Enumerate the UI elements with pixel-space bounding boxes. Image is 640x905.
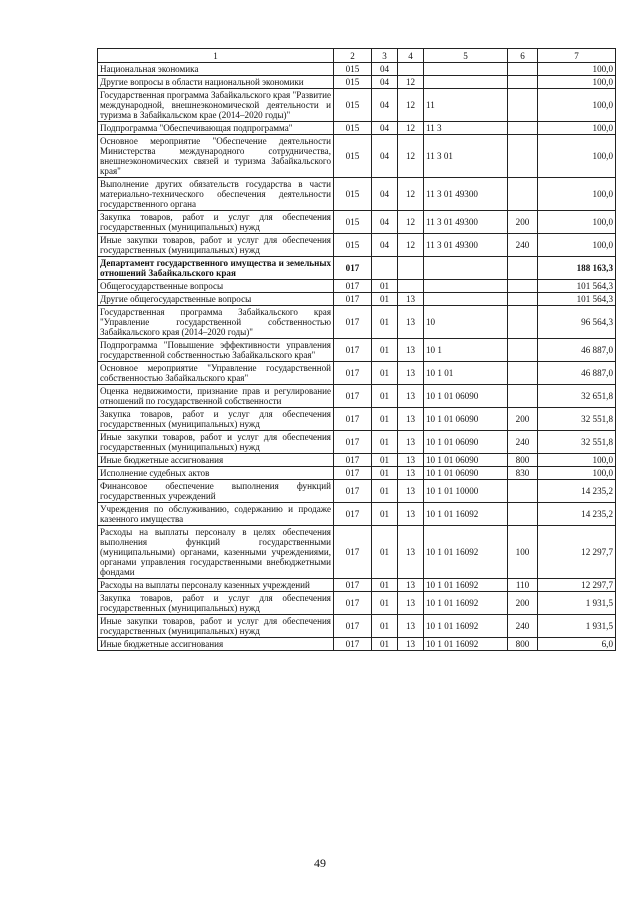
header-cell: 2 (334, 49, 372, 63)
section-code-cell: 01 (372, 280, 398, 293)
table-row (98, 122, 616, 135)
ministry-code-cell: 017 (334, 503, 372, 526)
amount-cell: 46 887,0 (538, 339, 616, 362)
row-name-cell: Иные закупки товаров, работ и услуг для обеспечения государственных (муниципальных) нужд (98, 431, 334, 454)
ministry-code-cell: 017 (334, 638, 372, 651)
subsection-code-cell: 12 (398, 89, 424, 122)
amount-cell: 100,0 (538, 178, 616, 211)
ministry-code-cell: 015 (334, 63, 372, 76)
target-article-cell: 10 1 01 06090 (424, 408, 508, 431)
row-name-cell: Иные закупки товаров, работ и услуг для обеспечения государственных (муниципальных) нужд (98, 234, 334, 257)
ministry-code-cell: 017 (334, 293, 372, 306)
target-article-cell: 10 1 01 06090 (424, 431, 508, 454)
target-article-cell: 10 1 01 16092 (424, 503, 508, 526)
ministry-code-cell: 015 (334, 178, 372, 211)
section-code-cell: 01 (372, 306, 398, 339)
ministry-code-cell: 015 (334, 76, 372, 89)
target-article-cell: 11 3 01 49300 (424, 234, 508, 257)
subsection-code-cell: 13 (398, 431, 424, 454)
table-row (98, 257, 616, 280)
table-row (98, 615, 616, 638)
section-code-cell: 04 (372, 89, 398, 122)
target-article-cell: 10 1 01 10000 (424, 480, 508, 503)
table-row (98, 339, 616, 362)
row-name-cell: Финансовое обеспечение выполнения функций государственных учреждений (98, 480, 334, 503)
row-name-cell: Национальная экономика (98, 63, 334, 76)
row-name-cell: Закупка товаров, работ и услуг для обеспечения государственных (муниципальных) нужд (98, 408, 334, 431)
table-row (98, 293, 616, 306)
header-cell: 7 (538, 49, 616, 63)
section-code-cell: 01 (372, 503, 398, 526)
section-code-cell: 04 (372, 63, 398, 76)
ministry-code-cell: 017 (334, 408, 372, 431)
target-article-cell: 10 1 01 16092 (424, 579, 508, 592)
ministry-code-cell: 017 (334, 579, 372, 592)
table-row (98, 76, 616, 89)
subsection-code-cell: 13 (398, 306, 424, 339)
expense-type-cell: 200 (508, 211, 538, 234)
table-row (98, 280, 616, 293)
amount-cell: 100,0 (538, 122, 616, 135)
row-name-cell: Государственная программа Забайкальского края "Управление государственной собственностью Забайкальского края (2014–2020 годы)" (98, 306, 334, 339)
amount-cell: 14 235,2 (538, 480, 616, 503)
row-name-cell: Подпрограмма "Обеспечивающая подпрограмма" (98, 122, 334, 135)
target-article-cell: 10 1 01 06090 (424, 454, 508, 467)
expense-type-cell: 100 (508, 526, 538, 579)
subsection-code-cell: 13 (398, 526, 424, 579)
header-cell: 5 (424, 49, 508, 63)
expense-type-cell: 110 (508, 579, 538, 592)
ministry-code-cell: 017 (334, 526, 372, 579)
table-row (98, 467, 616, 480)
target-article-cell: 10 1 01 06090 (424, 385, 508, 408)
row-name-cell: Исполнение судебных актов (98, 467, 334, 480)
row-name-cell: Иные бюджетные ассигнования (98, 638, 334, 651)
subsection-code-cell: 12 (398, 178, 424, 211)
subsection-code-cell: 13 (398, 362, 424, 385)
target-article-cell (424, 76, 508, 89)
ministry-code-cell: 017 (334, 454, 372, 467)
expense-type-cell: 800 (508, 638, 538, 651)
target-article-cell: 11 3 01 49300 (424, 211, 508, 234)
subsection-code-cell: 13 (398, 480, 424, 503)
target-article-cell (424, 257, 508, 280)
ministry-code-cell: 017 (334, 362, 372, 385)
table-row (98, 480, 616, 503)
subsection-code-cell: 12 (398, 135, 424, 178)
subsection-code-cell: 13 (398, 385, 424, 408)
amount-cell: 12 297,7 (538, 579, 616, 592)
table-row (98, 135, 616, 178)
section-code-cell: 04 (372, 211, 398, 234)
header-cell: 4 (398, 49, 424, 63)
ministry-code-cell: 015 (334, 122, 372, 135)
ministry-code-cell: 017 (334, 339, 372, 362)
row-name-cell: Оценка недвижимости, признание прав и регулирование отношений по государственной собственности (98, 385, 334, 408)
target-article-cell: 10 1 01 16092 (424, 615, 508, 638)
subsection-code-cell: 12 (398, 122, 424, 135)
table-row (98, 178, 616, 211)
amount-cell: 100,0 (538, 454, 616, 467)
target-article-cell: 10 1 01 (424, 362, 508, 385)
row-name-cell: Закупка товаров, работ и услуг для обеспечения государственных (муниципальных) нужд (98, 211, 334, 234)
expense-type-cell: 240 (508, 234, 538, 257)
section-code-cell (372, 257, 398, 280)
expense-type-cell (508, 63, 538, 76)
amount-cell: 100,0 (538, 135, 616, 178)
expense-type-cell (508, 178, 538, 211)
amount-cell: 1 931,5 (538, 592, 616, 615)
expense-type-cell (508, 135, 538, 178)
target-article-cell: 11 (424, 89, 508, 122)
row-name-cell: Общегосударственные вопросы (98, 280, 334, 293)
expense-type-cell (508, 89, 538, 122)
amount-cell: 100,0 (538, 234, 616, 257)
ministry-code-cell: 017 (334, 615, 372, 638)
subsection-code-cell (398, 280, 424, 293)
expense-type-cell (508, 339, 538, 362)
table-row (98, 503, 616, 526)
expense-type-cell (508, 503, 538, 526)
subsection-code-cell: 13 (398, 615, 424, 638)
header-cell: 3 (372, 49, 398, 63)
target-article-cell (424, 63, 508, 76)
expense-type-cell (508, 385, 538, 408)
amount-cell: 101 564,3 (538, 280, 616, 293)
section-code-cell: 01 (372, 293, 398, 306)
ministry-code-cell: 015 (334, 135, 372, 178)
section-code-cell: 01 (372, 467, 398, 480)
target-article-cell: 10 1 01 16092 (424, 592, 508, 615)
amount-cell: 12 297,7 (538, 526, 616, 579)
expense-type-cell: 800 (508, 454, 538, 467)
subsection-code-cell: 13 (398, 467, 424, 480)
row-name-cell: Учреждения по обслуживанию, содержанию и продаже казенного имущества (98, 503, 334, 526)
subsection-code-cell: 12 (398, 234, 424, 257)
table-row (98, 63, 616, 76)
subsection-code-cell: 12 (398, 76, 424, 89)
ministry-code-cell: 017 (334, 480, 372, 503)
expense-type-cell: 240 (508, 431, 538, 454)
section-code-cell: 01 (372, 431, 398, 454)
table-row (98, 592, 616, 615)
row-name-cell: Иные закупки товаров, работ и услуг для обеспечения государственных (муниципальных) нужд (98, 615, 334, 638)
target-article-cell: 11 3 01 (424, 135, 508, 178)
row-name-cell: Основное мероприятие "Управление государственной собственностью Забайкальского края" (98, 362, 334, 385)
amount-cell: 1 931,5 (538, 615, 616, 638)
ministry-code-cell: 017 (334, 467, 372, 480)
row-name-cell: Основное мероприятие "Обеспечение деятельности Министерства международного сотрудничества, внешнеэкономических связей и туризма Забайкальского края" (98, 135, 334, 178)
table-row (98, 306, 616, 339)
table-row (98, 454, 616, 467)
section-code-cell: 01 (372, 615, 398, 638)
table-row (98, 408, 616, 431)
subsection-code-cell: 13 (398, 503, 424, 526)
target-article-cell: 10 1 01 06090 (424, 467, 508, 480)
row-name-cell: Выполнение других обязательств государства в части материально-технического обеспечения деятельности государственного органа (98, 178, 334, 211)
expense-type-cell: 830 (508, 467, 538, 480)
amount-cell: 100,0 (538, 211, 616, 234)
section-code-cell: 01 (372, 592, 398, 615)
section-code-cell: 04 (372, 178, 398, 211)
subsection-code-cell: 13 (398, 579, 424, 592)
table-header-row (98, 49, 616, 63)
subsection-code-cell: 13 (398, 293, 424, 306)
amount-cell: 188 163,3 (538, 257, 616, 280)
table-row (98, 385, 616, 408)
target-article-cell: 11 3 01 49300 (424, 178, 508, 211)
expense-type-cell (508, 257, 538, 280)
ministry-code-cell: 017 (334, 306, 372, 339)
section-code-cell: 04 (372, 122, 398, 135)
ministry-code-cell: 015 (334, 89, 372, 122)
table-row (98, 431, 616, 454)
section-code-cell: 04 (372, 135, 398, 178)
subsection-code-cell (398, 257, 424, 280)
expense-type-cell (508, 480, 538, 503)
expense-type-cell (508, 76, 538, 89)
row-name-cell: Государственная программа Забайкальского края "Развитие международной, внешнеэкономической деятельности и туризма в Забайкальском крае (2014–2020 годы)" (98, 89, 334, 122)
ministry-code-cell: 017 (334, 257, 372, 280)
budget-table (97, 48, 616, 651)
table-body (98, 63, 616, 651)
table-row (98, 211, 616, 234)
target-article-cell: 10 (424, 306, 508, 339)
target-article-cell: 10 1 (424, 339, 508, 362)
row-name-cell: Расходы на выплаты персоналу казенных учреждений (98, 579, 334, 592)
expense-type-cell (508, 293, 538, 306)
amount-cell: 100,0 (538, 63, 616, 76)
section-code-cell: 01 (372, 638, 398, 651)
target-article-cell: 10 1 01 16092 (424, 638, 508, 651)
expense-type-cell (508, 280, 538, 293)
subsection-code-cell: 12 (398, 211, 424, 234)
target-article-cell (424, 280, 508, 293)
row-name-cell: Департамент государственного имущества и земельных отношений Забайкальского края (98, 257, 334, 280)
section-code-cell: 01 (372, 480, 398, 503)
table-row (98, 362, 616, 385)
section-code-cell: 01 (372, 339, 398, 362)
table-row (98, 234, 616, 257)
section-code-cell: 01 (372, 454, 398, 467)
section-code-cell: 01 (372, 408, 398, 431)
amount-cell: 32 551,8 (538, 431, 616, 454)
subsection-code-cell: 13 (398, 454, 424, 467)
amount-cell: 6,0 (538, 638, 616, 651)
amount-cell: 100,0 (538, 467, 616, 480)
expense-type-cell (508, 306, 538, 339)
subsection-code-cell: 13 (398, 592, 424, 615)
amount-cell: 101 564,3 (538, 293, 616, 306)
ministry-code-cell: 015 (334, 211, 372, 234)
ministry-code-cell: 017 (334, 385, 372, 408)
amount-cell: 100,0 (538, 76, 616, 89)
target-article-cell (424, 293, 508, 306)
header-cell: 6 (508, 49, 538, 63)
expense-type-cell (508, 362, 538, 385)
amount-cell: 96 564,3 (538, 306, 616, 339)
subsection-code-cell (398, 63, 424, 76)
section-code-cell: 04 (372, 234, 398, 257)
expense-type-cell: 200 (508, 592, 538, 615)
target-article-cell: 10 1 01 16092 (424, 526, 508, 579)
amount-cell: 100,0 (538, 89, 616, 122)
expense-type-cell: 200 (508, 408, 538, 431)
expense-type-cell (508, 122, 538, 135)
subsection-code-cell: 13 (398, 638, 424, 651)
section-code-cell: 01 (372, 385, 398, 408)
row-name-cell: Расходы на выплаты персоналу в целях обеспечения выполнения функций государственными (муниципальными) органами, казенными учреждениями, органами управления государственными внебюджетными фондами (98, 526, 334, 579)
amount-cell: 14 235,2 (538, 503, 616, 526)
expense-type-cell: 240 (508, 615, 538, 638)
header-cell: 1 (98, 49, 334, 63)
section-code-cell: 01 (372, 362, 398, 385)
row-name-cell: Другие общегосударственные вопросы (98, 293, 334, 306)
amount-cell: 32 651,8 (538, 385, 616, 408)
ministry-code-cell: 017 (334, 431, 372, 454)
ministry-code-cell: 017 (334, 592, 372, 615)
section-code-cell: 01 (372, 579, 398, 592)
row-name-cell: Закупка товаров, работ и услуг для обеспечения государственных (муниципальных) нужд (98, 592, 334, 615)
subsection-code-cell: 13 (398, 339, 424, 362)
table-row (98, 89, 616, 122)
ministry-code-cell: 015 (334, 234, 372, 257)
page-number: 49 (314, 856, 326, 870)
ministry-code-cell: 017 (334, 280, 372, 293)
section-code-cell: 04 (372, 76, 398, 89)
row-name-cell: Другие вопросы в области национальной экономики (98, 76, 334, 89)
row-name-cell: Иные бюджетные ассигнования (98, 454, 334, 467)
amount-cell: 32 551,8 (538, 408, 616, 431)
table-row (98, 579, 616, 592)
target-article-cell: 11 3 (424, 122, 508, 135)
section-code-cell: 01 (372, 526, 398, 579)
table-row (98, 638, 616, 651)
subsection-code-cell: 13 (398, 408, 424, 431)
row-name-cell: Подпрограмма "Повышение эффективности управления государственной собственностью Забайкальского края" (98, 339, 334, 362)
table-row (98, 526, 616, 579)
amount-cell: 46 887,0 (538, 362, 616, 385)
